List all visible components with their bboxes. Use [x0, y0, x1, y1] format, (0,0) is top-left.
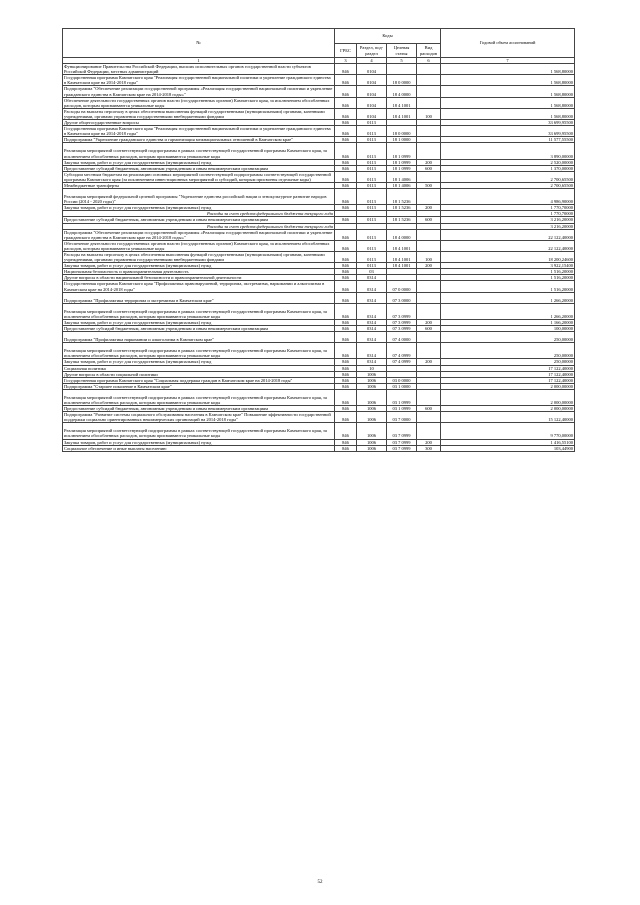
row-target: 07 3 0999 — [387, 319, 417, 325]
row-sum: 17 122,40000 — [441, 377, 575, 383]
table-row — [63, 229, 575, 240]
row-target: 18 1 4006 — [387, 171, 417, 182]
table-row — [63, 86, 575, 97]
row-grbs: 846 — [335, 343, 357, 359]
row-section: 1006 — [357, 383, 387, 389]
row-section: 10 — [357, 365, 387, 371]
row-section: 1006 — [357, 423, 387, 439]
row-name: Подпрограмма "Профилактика наркомании и алкоголизма в Камчатском крае" — [63, 332, 335, 343]
row-sum: 1 266,20000 — [441, 292, 575, 303]
row-sum: 2 700,65500 — [441, 182, 575, 188]
row-grbs: 846 — [335, 189, 357, 205]
row-name: Государственная программа Камчатского края "Профилактика правонарушений, терроризма, экстремизма, наркомании и алкоголизма в Камчатском крае на 2014-2018 годы" — [63, 281, 335, 292]
row-kind: 600 — [417, 165, 441, 171]
row-section: 1006 — [357, 406, 387, 412]
table-row — [63, 332, 575, 343]
row-kind: 200 — [417, 205, 441, 211]
row-target: 03 7 0999 — [387, 423, 417, 439]
row-sum: 33 699,95500 — [441, 120, 575, 126]
row-section: 0113 — [357, 263, 387, 269]
row-name: Предоставление субсидий бюджетным, автономным учреждениям и иным некоммерческим организациям — [63, 217, 335, 223]
row-target: 18 1 5236 — [387, 205, 417, 211]
row-section: 0314 — [357, 326, 387, 332]
row-section: 0113 — [357, 229, 387, 240]
row-name: Закупка товаров, работ и услуг для государственных (муниципальных) нужд — [63, 205, 335, 211]
header-target: Целевая статья — [387, 44, 417, 58]
row-target: 18 4 0000 — [387, 86, 417, 97]
row-kind — [417, 240, 441, 251]
header-no: № — [63, 29, 335, 58]
row-grbs: 846 — [335, 439, 357, 445]
row-name: Расходы за счет средств федерального бюджета текущего года — [63, 223, 335, 229]
row-section: 1006 — [357, 389, 387, 405]
row-kind: 600 — [417, 217, 441, 223]
header-kind: Вид расходов — [417, 44, 441, 58]
row-grbs: 846 — [335, 371, 357, 377]
row-name: Предоставление субсидий бюджетным, автономным учреждениям и иным некоммерческим организациям — [63, 406, 335, 412]
column-number: 1 — [63, 58, 335, 64]
table-row — [63, 189, 575, 205]
row-sum: 250,00000 — [441, 359, 575, 365]
row-sum: 1 516,20000 — [441, 269, 575, 275]
row-grbs: 846 — [335, 240, 357, 251]
row-grbs: 846 — [335, 171, 357, 182]
row-section: 0113 — [357, 240, 387, 251]
row-kind: 100 — [417, 252, 441, 263]
row-grbs: 846 — [335, 182, 357, 188]
row-kind: 200 — [417, 263, 441, 269]
row-target: 18 1 0999 — [387, 143, 417, 159]
row-sum: 2 000,00000 — [441, 406, 575, 412]
row-name: Реализация мероприятий соответствующей подпрограммы в рамках соответствующей государственной программы Камчатского края, за исключением обособленных расходов, которым присваиваются уникальные коды — [63, 343, 335, 359]
row-sum: 17 122,40000 — [441, 371, 575, 377]
row-grbs: 846 — [335, 205, 357, 211]
row-section: 0314 — [357, 275, 387, 281]
row-section: 1006 — [357, 439, 387, 445]
row-sum: 2 700,65500 — [441, 171, 575, 182]
row-target: 18 1 4006 — [387, 182, 417, 188]
row-section: 0113 — [357, 165, 387, 171]
row-grbs: 846 — [335, 263, 357, 269]
table-row — [63, 423, 575, 439]
row-grbs: 846 — [335, 229, 357, 240]
row-sum: 1 568,80000 — [441, 64, 575, 75]
budget-sheet — [62, 28, 574, 452]
header-codes: Коды — [335, 29, 441, 44]
row-target: 18 1 0999 — [387, 159, 417, 165]
row-kind — [417, 292, 441, 303]
row-name: Закупка товаров, работ и услуг для государственных (муниципальных) нужд — [63, 263, 335, 269]
table-row — [63, 240, 575, 251]
row-grbs: 846 — [335, 412, 357, 423]
row-grbs: 846 — [335, 319, 357, 325]
row-name: Подпрограмма "Старшее поколение в Камчатском крае" — [63, 383, 335, 389]
row-sum: 1 516,20000 — [441, 281, 575, 292]
row-kind: 500 — [417, 182, 441, 188]
row-name: Закупка товаров, работ и услуг для государственных (муниципальных) нужд — [63, 159, 335, 165]
row-kind: 200 — [417, 439, 441, 445]
table-body — [63, 64, 575, 452]
row-section: 0104 — [357, 108, 387, 119]
column-number: 6 — [417, 58, 441, 64]
row-name: Социальная политика — [63, 365, 335, 371]
row-kind — [417, 64, 441, 75]
row-sum: 1 568,80000 — [441, 75, 575, 86]
row-name: Другие общегосударственные вопросы — [63, 120, 335, 126]
row-kind: 300 — [417, 445, 441, 451]
row-name: Межбюджетные трансферты — [63, 182, 335, 188]
row-grbs: 846 — [335, 165, 357, 171]
column-number: 3 — [335, 58, 357, 64]
row-grbs: 846 — [335, 64, 357, 75]
row-target: 18 4 1001 — [387, 252, 417, 263]
row-sum: 4 986,90000 — [441, 189, 575, 205]
row-kind — [417, 332, 441, 343]
table-row — [63, 97, 575, 108]
row-target: 18 1 0000 — [387, 137, 417, 143]
row-section: 0314 — [357, 343, 387, 359]
row-section: 0314 — [357, 332, 387, 343]
row-kind: 200 — [417, 359, 441, 365]
row-section: 03 — [357, 269, 387, 275]
row-kind: 600 — [417, 406, 441, 412]
row-section: 0104 — [357, 97, 387, 108]
row-kind: 100 — [417, 108, 441, 119]
table-row — [63, 281, 575, 292]
row-kind — [417, 189, 441, 205]
row-kind — [417, 423, 441, 439]
row-sum: 9 770,00000 — [441, 423, 575, 439]
header-section: Раздел, под-раздел — [357, 44, 387, 58]
row-name: Реализация мероприятий соответствующей подпрограммы в рамках соответствующей государственной программы Камчатского края, за исключением обособленных расходов, которым присваиваются уникальные коды — [63, 143, 335, 159]
row-sum: 3 922,15400 — [441, 263, 575, 269]
row-name: Закупка товаров, работ и услуг для государственных (муниципальных) нужд — [63, 319, 335, 325]
row-sum: 2 000,00000 — [441, 383, 575, 389]
row-target: 18 1 5236 — [387, 217, 417, 223]
row-target: 18 0 0000 — [387, 75, 417, 86]
row-grbs: 846 — [335, 252, 357, 263]
row-name: Субсидии местным бюджетам на реализацию основных мероприятий соответствующей подпрограммы соответствующей государственной программы Камчатского края (за исключением инвестиционных мероприятий и субсидий, которым присвоены отдельные коды) — [63, 171, 335, 182]
row-kind — [417, 229, 441, 240]
table-row — [63, 445, 575, 451]
row-sum: 1 166,20000 — [441, 319, 575, 325]
row-grbs: 846 — [335, 126, 357, 137]
table-row — [63, 389, 575, 405]
table-row — [63, 252, 575, 263]
table-row — [63, 303, 575, 319]
row-sum: 1 416,55100 — [441, 439, 575, 445]
row-target: 03 1 0000 — [387, 383, 417, 389]
row-section: 1006 — [357, 445, 387, 451]
row-name: Функционирование Правительства Российской Федерации, высших исполнительных органов государственной власти субъектов Российской Федерации, местных администраций — [63, 64, 335, 75]
row-grbs: 846 — [335, 75, 357, 86]
row-name: Государственная программа Камчатского края "Реализация государственной национальной политики и укрепление гражданского единства в Камчатском крае на 2014-2018 годы" — [63, 126, 335, 137]
row-grbs: 846 — [335, 303, 357, 319]
row-name: Предоставление субсидий бюджетным, автономным учреждениям и иным некоммерческим организациям — [63, 326, 335, 332]
row-section: 0113 — [357, 171, 387, 182]
row-section: 0113 — [357, 159, 387, 165]
row-target: 03 7 0999 — [387, 445, 417, 451]
row-kind — [417, 126, 441, 137]
row-name: Другие вопросы в области социальной политики — [63, 371, 335, 377]
row-sum: 1 770,70000 — [441, 205, 575, 211]
row-grbs: 846 — [335, 217, 357, 223]
row-sum: 18 200,24600 — [441, 252, 575, 263]
row-name: Государственная программа Камчатского края "Реализация государственной национальной политики и укрепление гражданского единства в Камчатском крае на 2014-2018 годы" — [63, 75, 335, 86]
row-target: 07 0 0000 — [387, 281, 417, 292]
row-section: 0314 — [357, 292, 387, 303]
row-name: Реализация мероприятий федеральной целевой программы "Укрепление единства российской нации и этнокультурное развитие народов России (2014 - 2020 годы)" — [63, 189, 335, 205]
column-number: 4 — [357, 58, 387, 64]
row-grbs: 846 — [335, 326, 357, 332]
row-name: Закупка товаров, работ и услуг для государственных (муниципальных) нужд — [63, 439, 335, 445]
table-row — [63, 75, 575, 86]
table-row — [63, 343, 575, 359]
row-target — [387, 64, 417, 75]
row-target: 03 1 0999 — [387, 406, 417, 412]
row-name: Расходы за счет средств федерального бюджета текущего года — [63, 211, 335, 217]
row-grbs: 846 — [335, 423, 357, 439]
row-name: Расходы на выплаты персоналу в целях обеспечения выполнения функций государственными (муниципальными) органами, казенными учреждениями, органами управления государственными внебюджетными фондами — [63, 252, 335, 263]
row-target: 18 4 1001 — [387, 263, 417, 269]
row-target: 18 1 5236 — [387, 189, 417, 205]
row-section: 0314 — [357, 319, 387, 325]
row-sum: 17 122,40000 — [441, 365, 575, 371]
row-sum: 22 122,40000 — [441, 240, 575, 251]
row-kind — [417, 143, 441, 159]
row-section: 0113 — [357, 189, 387, 205]
row-name: Обеспечение деятельности государственных органов власти (государственных органов) Камчатского края, за исключением обособленных расходов, которым присваиваются уникальные коды — [63, 97, 335, 108]
row-sum: 33 699,95500 — [441, 126, 575, 137]
row-target: 18 1 0999 — [387, 165, 417, 171]
row-name: Реализация мероприятий соответствующей подпрограммы в рамках соответствующей государственной программы Камчатского края, за исключением обособленных расходов, которым присваиваются уникальные коды — [63, 423, 335, 439]
row-kind — [417, 412, 441, 423]
row-section: 1006 — [357, 377, 387, 383]
header-volume: Годовой объем ассигнований — [441, 29, 575, 58]
row-grbs: 846 — [335, 86, 357, 97]
row-sum: 100,00000 — [441, 326, 575, 332]
row-section: 0314 — [357, 359, 387, 365]
row-target: 18 0 0000 — [387, 126, 417, 137]
row-grbs: 846 — [335, 275, 357, 281]
row-name: Подпрограмма "Развитие системы социального обслуживания населения в Камчатском крае" Повышение эффективности государственной поддержки социально ориентированных некоммерческих организаций на 2014-2018 годы" — [63, 412, 335, 423]
row-target: 18 4 1001 — [387, 240, 417, 251]
row-grbs: 846 — [335, 97, 357, 108]
row-name: Подпрограмма "Профилактика терроризма и экстремизма в Камчатском крае" — [63, 292, 335, 303]
table-row — [63, 292, 575, 303]
table-row — [63, 108, 575, 119]
page-number: 52 — [317, 880, 323, 885]
row-grbs: 846 — [335, 159, 357, 165]
row-name: Другие вопросы в области национальной безопасности и правоохранительной деятельности — [63, 275, 335, 281]
row-grbs: 846 — [335, 445, 357, 451]
row-sum: 2 000,00000 — [441, 389, 575, 405]
row-grbs: 846 — [335, 377, 357, 383]
row-sum: 1 770,70000 — [441, 211, 575, 217]
row-sum: 22 122,40000 — [441, 229, 575, 240]
row-name: Реализация мероприятий соответствующей подпрограммы в рамках соответствующей государственной программы Камчатского края, за исключением обособленных расходов, которым присваиваются уникальные коды — [63, 303, 335, 319]
row-target: 18 4 0000 — [387, 229, 417, 240]
row-kind — [417, 171, 441, 182]
row-kind — [417, 343, 441, 359]
row-section: 0104 — [357, 75, 387, 86]
row-sum: 1 568,80000 — [441, 108, 575, 119]
row-kind: 200 — [417, 319, 441, 325]
row-section: 0104 — [357, 86, 387, 97]
row-target: 03 7 0999 — [387, 439, 417, 445]
row-sum: 1 568,80000 — [441, 86, 575, 97]
row-name: Подпрограмма "Укрепление гражданского единства и гармонизация межнациональных отношений в Камчатском крае" — [63, 137, 335, 143]
row-sum: 3 216,20000 — [441, 223, 575, 229]
row-grbs: 846 — [335, 365, 357, 371]
row-kind — [417, 86, 441, 97]
row-section: 0113 — [357, 126, 387, 137]
table-row — [63, 126, 575, 137]
row-sum: 2 520,00000 — [441, 159, 575, 165]
header-grbs: ГРБС — [335, 44, 357, 58]
row-grbs: 846 — [335, 143, 357, 159]
row-sum: 11 577,55500 — [441, 137, 575, 143]
row-name: Обеспечение деятельности государственных органов власти (государственных органов) Камчатского края, за исключением обособленных расходов, которым присваиваются уникальные коды — [63, 240, 335, 251]
budget-table — [62, 28, 575, 452]
row-grbs: 846 — [335, 406, 357, 412]
row-sum: 3 890,00000 — [441, 143, 575, 159]
row-sum: 1 516,20000 — [441, 275, 575, 281]
row-name: Подпрограмма "Обеспечение реализации государственной программы «Реализация государственной национальной политики и укрепление гражданского единства в Камчатском крае на 2014-2018 годы»" — [63, 86, 335, 97]
row-target: 07 4 0999 — [387, 359, 417, 365]
row-section: 0113 — [357, 182, 387, 188]
row-kind — [417, 389, 441, 405]
row-name: Государственная программа Камчатского края "Социальная поддержка граждан в Камчатском крае на 2014-2018 годы" — [63, 377, 335, 383]
row-name: Социальное обеспечение и иные выплаты населению — [63, 445, 335, 451]
row-target: 03 0 0000 — [387, 377, 417, 383]
row-kind: 600 — [417, 326, 441, 332]
row-target: 03 1 0999 — [387, 389, 417, 405]
row-section: 0113 — [357, 143, 387, 159]
row-sum: 1 266,20000 — [441, 303, 575, 319]
row-name: Реализация мероприятий соответствующей подпрограммы в рамках соответствующей государственной программы Камчатского края, за исключением обособленных расходов, которым присваиваются уникальные коды — [63, 389, 335, 405]
row-target: 18 4 1001 — [387, 108, 417, 119]
row-target: 03 7 0000 — [387, 412, 417, 423]
row-grbs: 846 — [335, 389, 357, 405]
row-grbs: 846 — [335, 108, 357, 119]
row-sum: 250,00000 — [441, 332, 575, 343]
row-section: 0314 — [357, 303, 387, 319]
row-section: 0113 — [357, 217, 387, 223]
row-section: 1006 — [357, 371, 387, 377]
row-sum: 15 122,40000 — [441, 412, 575, 423]
row-section: 0113 — [357, 120, 387, 126]
row-grbs: 846 — [335, 359, 357, 365]
row-target: 07 3 0000 — [387, 292, 417, 303]
row-section: 0314 — [357, 281, 387, 292]
row-grbs: 846 — [335, 269, 357, 275]
row-grbs: 846 — [335, 292, 357, 303]
row-sum: 1 568,80000 — [441, 97, 575, 108]
row-name: Подпрограмма "Обеспечение реализации государственной программы «Реализация государственной национальной политики и укрепление гражданского единства в Камчатском крае на 2014-2018 годы»" — [63, 229, 335, 240]
row-target: 07 3 0999 — [387, 326, 417, 332]
row-grbs: 846 — [335, 120, 357, 126]
row-section: 1006 — [357, 412, 387, 423]
row-sum: 103,44900 — [441, 445, 575, 451]
row-kind — [417, 97, 441, 108]
row-target: 07 4 0000 — [387, 332, 417, 343]
row-grbs: 846 — [335, 281, 357, 292]
table-row — [63, 171, 575, 182]
row-kind — [417, 303, 441, 319]
row-name: Национальная безопасность и правоохранительная деятельность — [63, 269, 335, 275]
row-grbs: 846 — [335, 383, 357, 389]
row-grbs: 846 — [335, 332, 357, 343]
row-section: 0113 — [357, 205, 387, 211]
row-sum: 1 370,00000 — [441, 165, 575, 171]
table-row — [63, 64, 575, 75]
row-kind — [417, 281, 441, 292]
row-sum: 3 216,20000 — [441, 217, 575, 223]
row-section: 0113 — [357, 137, 387, 143]
table-row — [63, 143, 575, 159]
table-row — [63, 412, 575, 423]
column-number: 5 — [387, 58, 417, 64]
row-name: Закупка товаров, работ и услуг для государственных (муниципальных) нужд — [63, 359, 335, 365]
row-sum: 250,00000 — [441, 343, 575, 359]
row-section: 0104 — [357, 64, 387, 75]
column-number: 7 — [441, 58, 575, 64]
row-kind: 200 — [417, 159, 441, 165]
row-target: 07 4 0999 — [387, 343, 417, 359]
row-name: Предоставление субсидий бюджетным, автономным учреждениям и иным некоммерческим организациям — [63, 165, 335, 171]
row-name: Расходы на выплаты персоналу в целях обеспечения выполнения функций государственными (муниципальными) органами, казенными учреждениями, органами управления государственными внебюджетными фондами — [63, 108, 335, 119]
row-grbs: 846 — [335, 137, 357, 143]
row-kind — [417, 75, 441, 86]
row-target: 18 4 1001 — [387, 97, 417, 108]
row-target: 07 3 0999 — [387, 303, 417, 319]
row-section: 0113 — [357, 252, 387, 263]
